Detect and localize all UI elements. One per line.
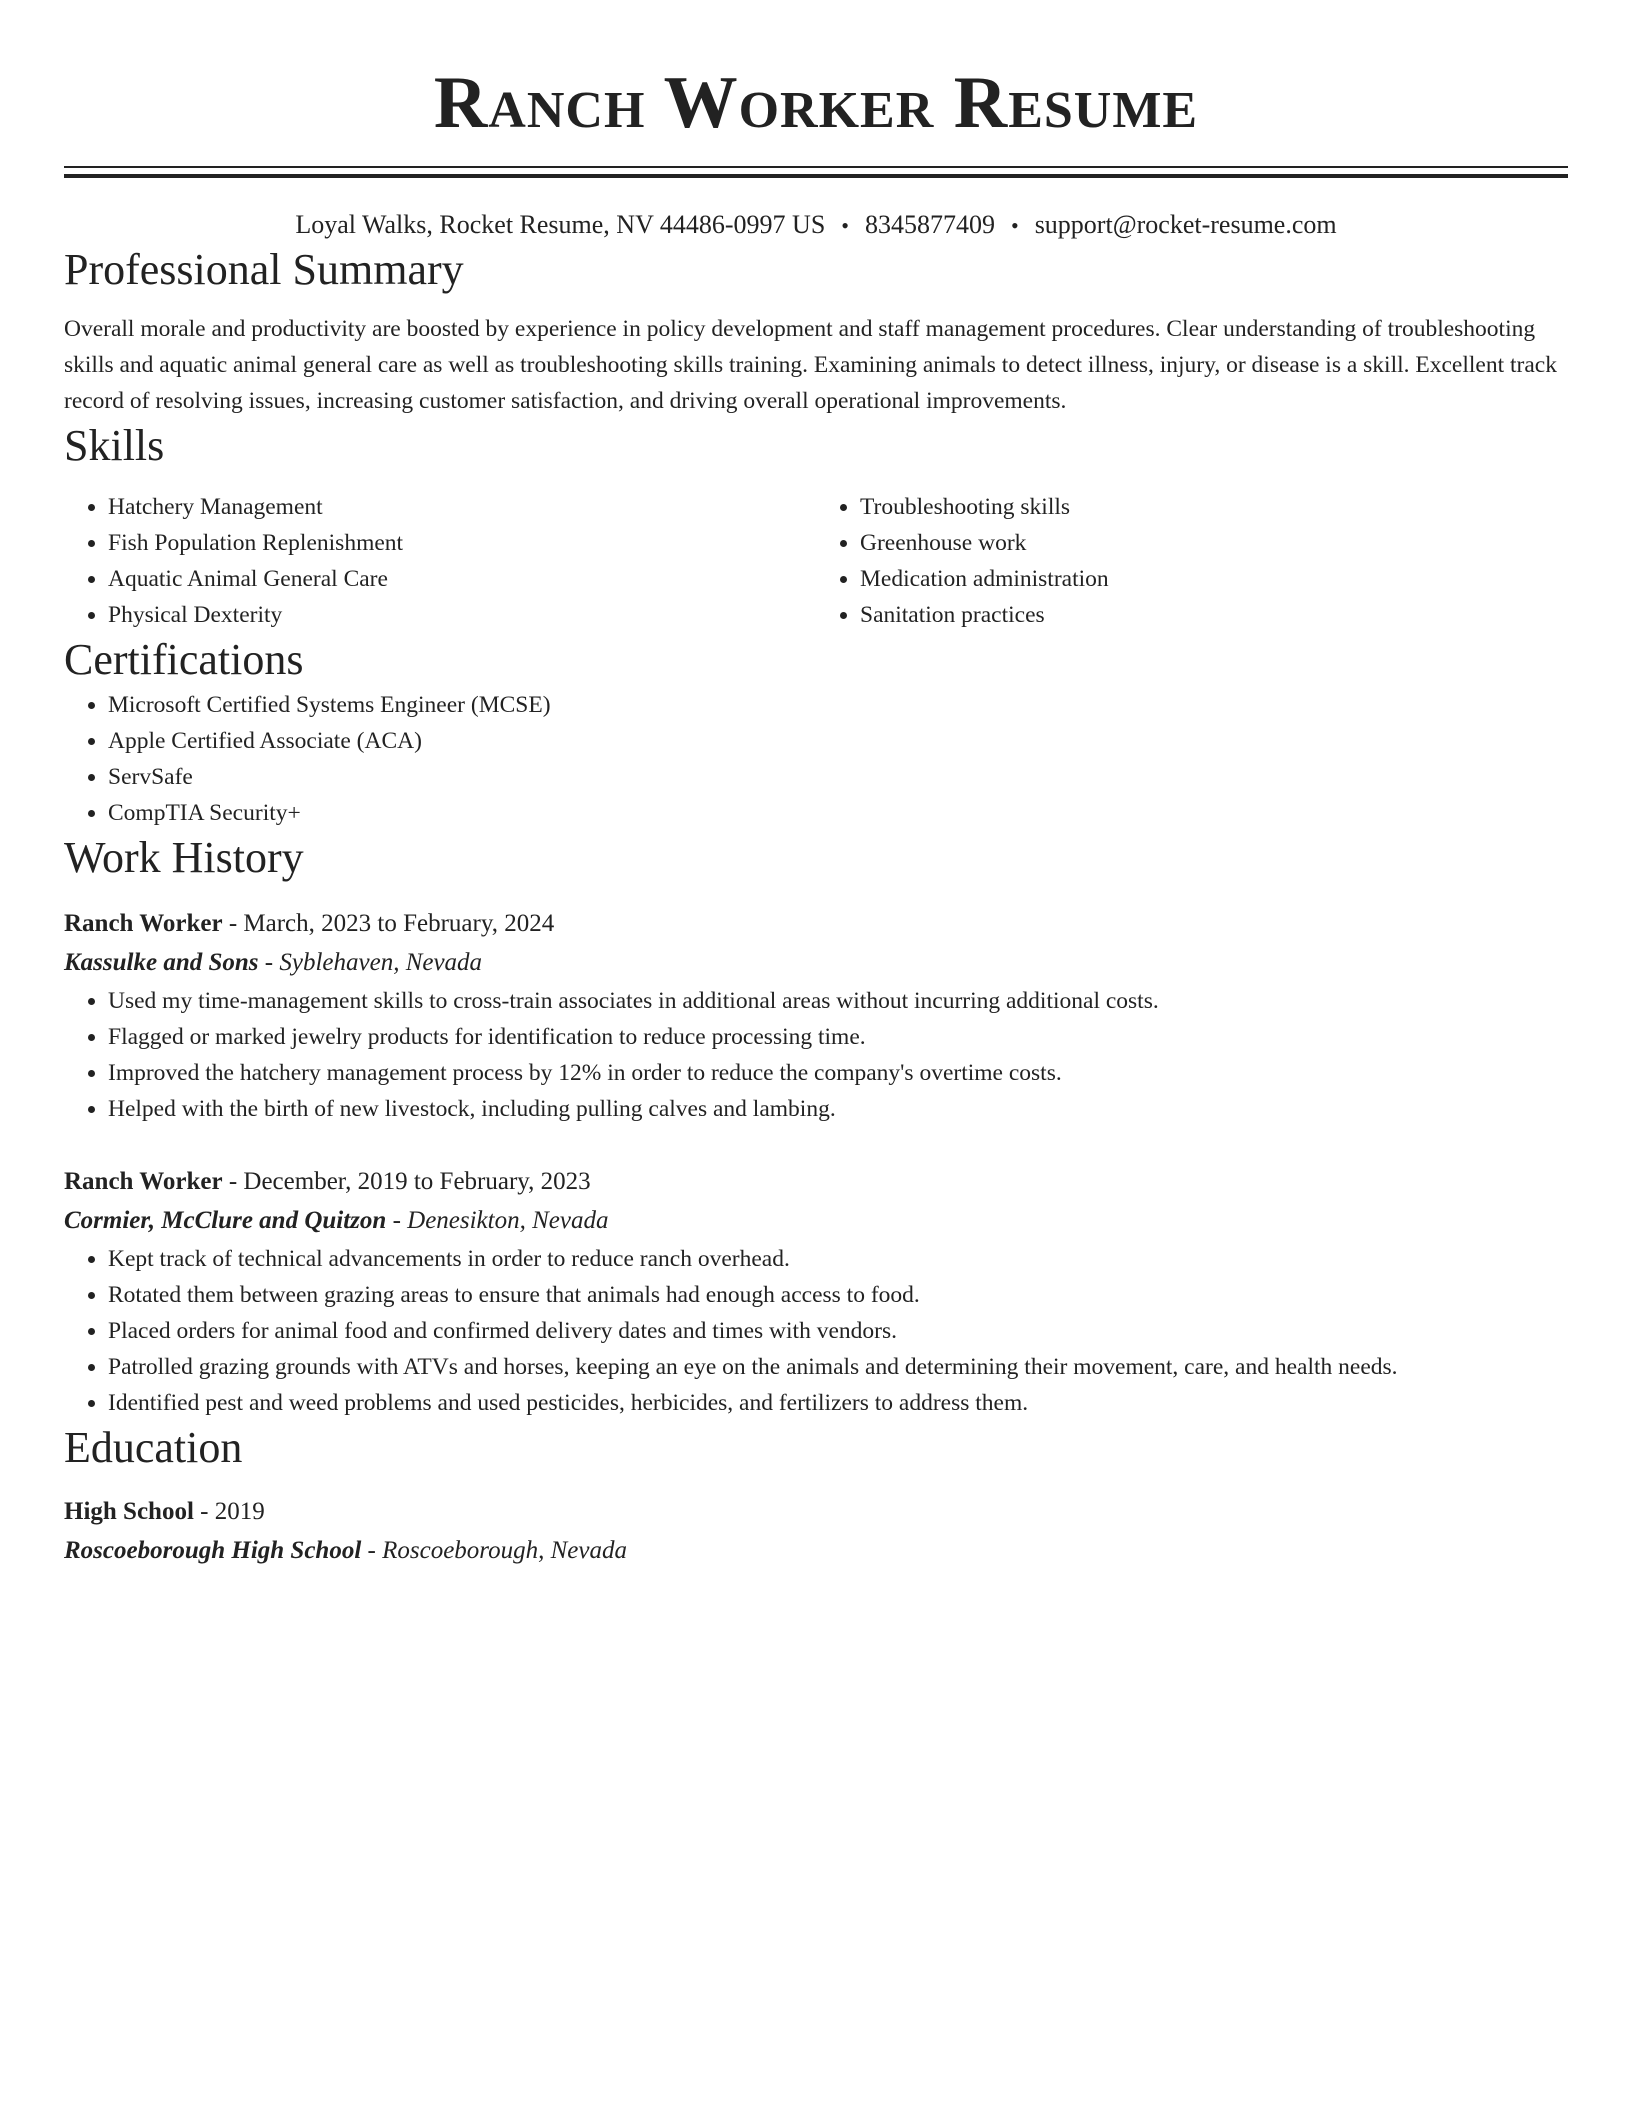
job-entry: [64, 905, 1568, 1127]
job-role: Ranch Worker: [64, 910, 223, 937]
education-year: 2019: [214, 1498, 265, 1525]
job-dash: -: [222, 910, 244, 937]
skills-list-left: [64, 489, 816, 633]
skill-item: • Greenhouse work: [860, 525, 1568, 561]
education-school: Roscoeborough High School: [64, 1537, 362, 1564]
contact-address: Loyal Walks, Rocket Resume, NV 44486-0997 US: [295, 210, 826, 239]
skill-item: • Fish Population Replenishment: [108, 525, 816, 561]
education-location: Roscoeborough, Nevada: [382, 1537, 627, 1564]
contact-phone: 8345877409: [864, 210, 995, 239]
certification-item: • Microsoft Certified Systems Engineer (MCSE): [108, 687, 1568, 723]
job-duty: • Identified pest and weed problems and used pesticides, herbicides, and fertilizers to address them.: [108, 1385, 1568, 1421]
education-degree: High School: [64, 1498, 194, 1525]
job-duties-list: [64, 983, 1568, 1127]
title-divider-thick: [64, 174, 1568, 178]
job-duty: • Kept track of technical advancements in order to reduce ranch overhead.: [108, 1241, 1568, 1277]
job-company-line: [64, 943, 1568, 983]
summary-heading: Professional Summary: [64, 245, 464, 294]
job-location: Denesikton, Nevada: [407, 1207, 609, 1234]
job-role: Ranch Worker: [64, 1168, 223, 1195]
skill-item: • Medication administration: [860, 561, 1568, 597]
job-company-line: [64, 1201, 1568, 1241]
skills-grid: [64, 489, 1568, 633]
job-duties-list: [64, 1241, 1568, 1421]
job-entry: [64, 1163, 1568, 1421]
education-school-line: [64, 1531, 1568, 1571]
certifications-list: [64, 687, 1568, 831]
skills-column-right: [816, 489, 1568, 633]
contact-separator: •: [1010, 213, 1019, 238]
contact-separator: •: [841, 213, 849, 238]
job-dash: -: [258, 949, 280, 976]
job-title-line: [64, 905, 1568, 943]
job-duty: • Flagged or marked jewelry products for identification to reduce processing time.: [108, 1019, 1568, 1055]
job-duty: • Helped with the birth of new livestock, including pulling calves and lambing.: [108, 1091, 1568, 1127]
job-dates: March, 2023 to February, 2024: [243, 910, 555, 937]
job-duty: • Used my time-management skills to cross-train associates in additional areas without incurring additional costs.: [108, 983, 1568, 1019]
job-dates: December, 2019 to February, 2023: [243, 1168, 591, 1195]
contact-email: support@rocket-resume.com: [1034, 210, 1337, 239]
job-company: Cormier, McClure and Quitzon: [64, 1207, 387, 1234]
job-duty: • Rotated them between grazing areas to ensure that animals had enough access to food.: [108, 1277, 1568, 1313]
education-dash: -: [193, 1498, 215, 1525]
summary-text: Overall morale and productivity are boosted by experience in policy development and staff management procedures. Clear understanding of troubleshooting skills and aquatic animal general care as well as troubleshooting skills training. Examining animals to detect illness, injury, or disease is a skill. Excellent track record of resolving issues, increasing customer satisfaction, and driving overall operational improvements.: [64, 316, 1557, 414]
education-heading: Education: [64, 1423, 243, 1472]
education-degree-line: [64, 1493, 1568, 1531]
job-location: Syblehaven, Nevada: [279, 949, 483, 976]
education-dash: -: [361, 1537, 383, 1564]
skill-item: • Hatchery Management: [108, 489, 816, 525]
education-entry: [64, 1493, 1568, 1571]
skill-item: • Aquatic Animal General Care: [108, 561, 816, 597]
skills-heading: Skills: [64, 421, 165, 470]
certifications-heading: Certifications: [64, 635, 304, 684]
skill-item: • Troubleshooting skills: [860, 489, 1568, 525]
job-duty: • Placed orders for animal food and confirmed delivery dates and times with vendors.: [108, 1313, 1568, 1349]
job-title-line: [64, 1163, 1568, 1201]
job-dash: -: [222, 1168, 244, 1195]
contact-line: [64, 208, 1568, 243]
title-divider-thin: [64, 166, 1568, 168]
resume-title: Ranch Worker Resume: [433, 62, 1199, 144]
certification-item: • Apple Certified Associate (ACA): [108, 723, 1568, 759]
job-company: Kassulke and Sons: [64, 949, 259, 976]
skill-item: • Sanitation practices: [860, 597, 1568, 633]
certification-item: • CompTIA Security+: [108, 795, 1568, 831]
job-dash: -: [386, 1207, 408, 1234]
skill-item: • Physical Dexterity: [108, 597, 816, 633]
job-duty: • Patrolled grazing grounds with ATVs and horses, keeping an eye on the animals and determining their movement, care, and health needs.: [108, 1349, 1568, 1385]
work-history-heading: Work History: [64, 833, 304, 882]
certification-item: • ServSafe: [108, 759, 1568, 795]
skills-list-right: [816, 489, 1568, 633]
skills-column-left: [64, 489, 816, 633]
job-duty: • Improved the hatchery management process by 12% in order to reduce the company's overtime costs.: [108, 1055, 1568, 1091]
